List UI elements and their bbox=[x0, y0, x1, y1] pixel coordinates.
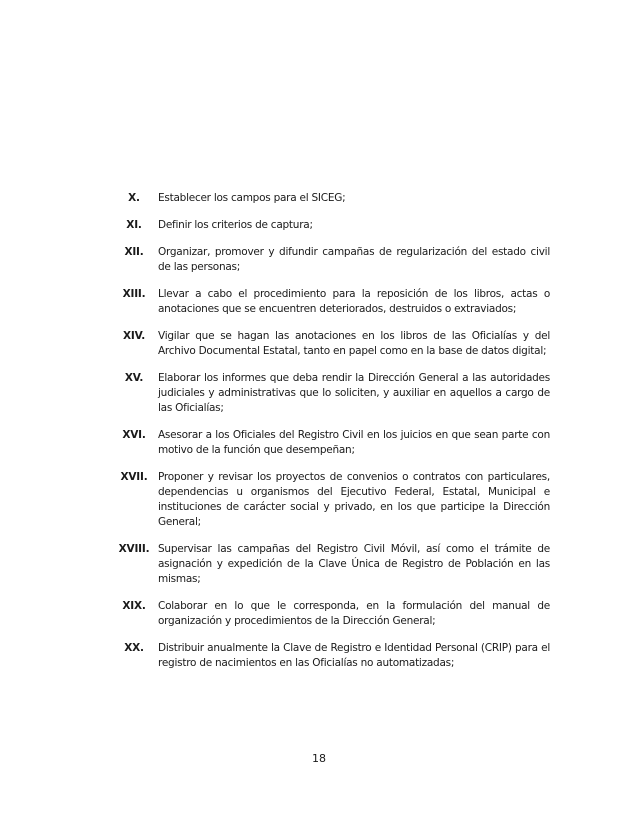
list-item bbox=[110, 371, 550, 416]
list-item bbox=[110, 470, 550, 530]
item-text: Organizar, promover y difundir campañas de regularización del estado civil de las personas; bbox=[158, 246, 550, 273]
numbered-list bbox=[110, 191, 550, 683]
item-number: XV. bbox=[124, 372, 144, 384]
list-item bbox=[110, 191, 550, 206]
item-text: Llevar a cabo el procedimiento para la reposición de los libros, actas o anotaciones que se encuentren deteriorados, destruidos o extraviados; bbox=[158, 288, 550, 315]
list-item bbox=[110, 245, 550, 275]
item-number: X. bbox=[128, 192, 140, 204]
item-number: XIX. bbox=[122, 600, 146, 612]
item-text: Proponer y revisar los proyectos de convenios o contratos con particulares, dependencias u organismos del Ejecutivo Federal, Estatal, Municipal e instituciones de carácter social y privado, en los que participe la Dirección General; bbox=[158, 471, 550, 528]
item-text: Establecer los campos para el SICEG; bbox=[158, 192, 346, 204]
list-item bbox=[110, 599, 550, 629]
list-item bbox=[110, 542, 550, 587]
item-number: XIV. bbox=[123, 330, 145, 342]
item-number: XVI. bbox=[122, 429, 146, 441]
item-text: Colaborar en lo que le corresponda, en la formulación del manual de organización y procedimientos de la Dirección General; bbox=[158, 600, 550, 627]
list-item bbox=[110, 329, 550, 359]
list-item bbox=[110, 287, 550, 317]
page-number: 18 bbox=[312, 752, 326, 765]
item-number: XII. bbox=[124, 246, 144, 258]
item-text: Supervisar las campañas del Registro Civil Móvil, así como el trámite de asignación y expedición de la Clave Única de Registro de Población en las mismas; bbox=[158, 543, 550, 585]
item-text: Definir los criterios de captura; bbox=[158, 219, 313, 231]
item-text: Vigilar que se hagan las anotaciones en los libros de las Oficialías y del Archivo Documental Estatal, tanto en papel como en la base de datos digital; bbox=[158, 330, 550, 357]
list-item bbox=[110, 428, 550, 458]
item-number: XIII. bbox=[122, 288, 146, 300]
item-number: XX. bbox=[124, 642, 144, 654]
item-number: XVIII. bbox=[118, 543, 150, 555]
item-number: XVII. bbox=[120, 471, 148, 483]
item-text: Elaborar los informes que deba rendir la Dirección General a las autoridades judiciales y administrativas que lo soliciten, y auxiliar en aquellos a cargo de las Oficialías; bbox=[158, 372, 550, 414]
list-item bbox=[110, 641, 550, 671]
item-number: XI. bbox=[126, 219, 142, 231]
item-text: Distribuir anualmente la Clave de Registro e Identidad Personal (CRIP) para el registro de nacimientos en las Oficialías no automatizadas; bbox=[158, 642, 550, 669]
item-text: Asesorar a los Oficiales del Registro Civil en los juicios en que sean parte con motivo de la función que desempeñan; bbox=[158, 429, 550, 456]
list-item bbox=[110, 218, 550, 233]
